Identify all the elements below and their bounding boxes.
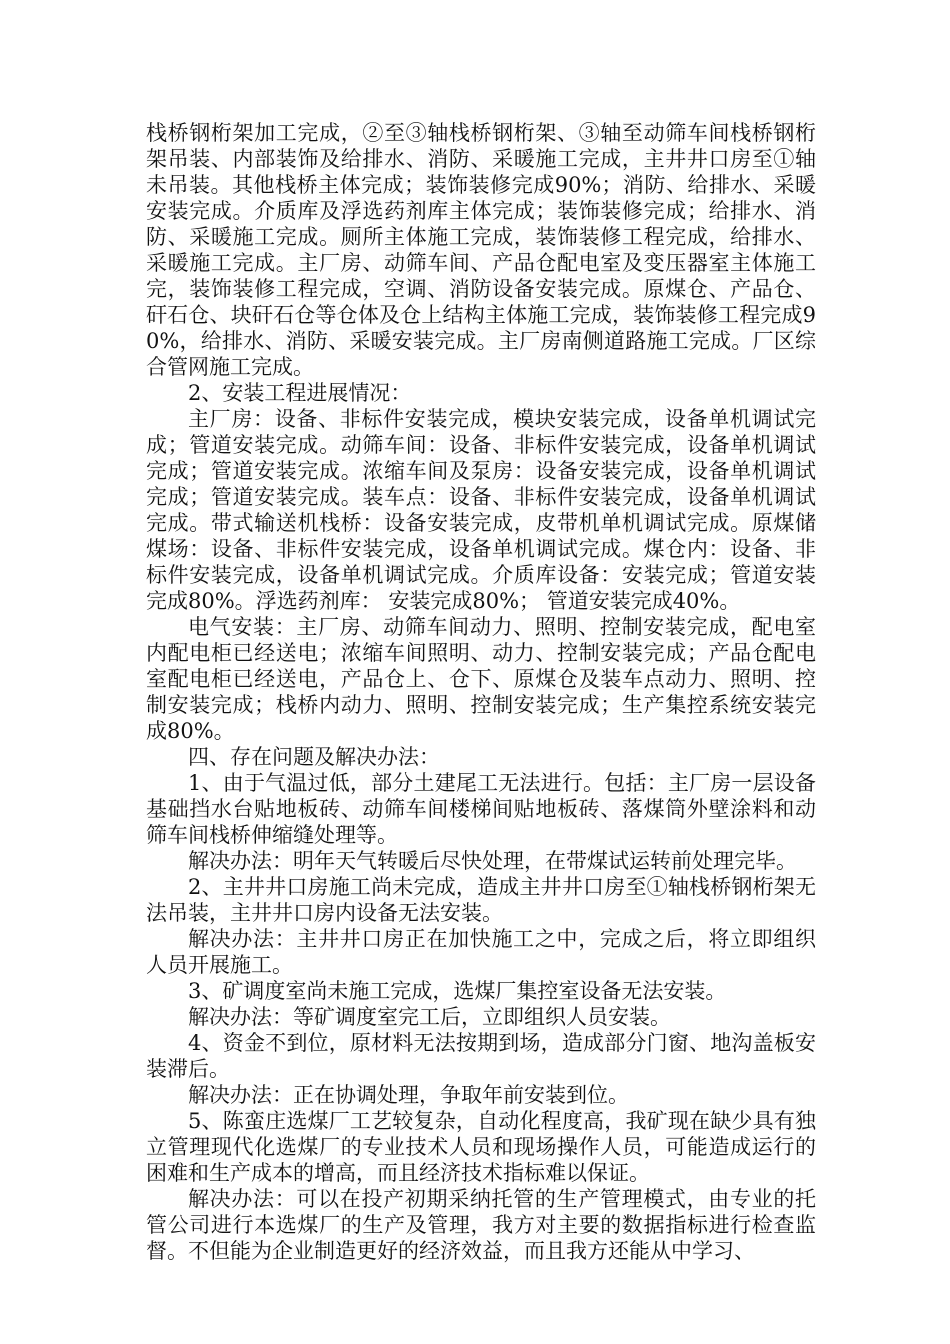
heading-installation-progress: 2、安装工程进展情况： [188,381,412,405]
solution-5: 解决办法：可以在投产初期采纳托管的生产管理模式，由专业的托管公司进行本选煤厂的生产及管理，我方对主要的数据指标进行检查监督。不但能为企业制造更好的经济效益，而且我方还能从中学习、 [146,1187,816,1263]
solution-1: 解决办法：明年天气转暖后尽快处理，在带煤试运转前处理完毕。 [188,849,797,873]
paragraph-civil-progress: 栈桥钢桁架加工完成，②至③轴栈桥钢桁架、③轴至动筛车间栈桥钢桁架吊装、内部装饰及给排水、消防、采暖施工完成，主井井口房至①轴未吊装。其他栈桥主体完成；装饰装修完成90%；消防、给排水、采暖安装完成。介质库及浮选药剂库主体完成；装饰装修完成；给排水、消防、采暖施工完成。厕所主体施工完成，装饰装修工程完成，给排水、采暖施工完成。主厂房、动筛车间、产品仓配电室及变压器室主体施工完，装饰装修工程完成，空调、消防设备安装完成。原煤仓、产品仓、矸石仓、块矸石仓等仓体及仓上结构主体施工完成，装饰装修工程完成90%，给排水、消防、采暖安装完成。主厂房南侧道路施工完成。厂区综合管网施工完成。 [146,121,816,379]
paragraph-electrical: 电气安装：主厂房、动筛车间动力、照明、控制安装完成，配电室内配电柜已经送电；浓缩车间照明、动力、控制安装完成；产品仓配电室配电柜已经送电，产品仓上、仓下、原煤仓及装车点动力、照明、控制安装完成；栈桥内动力、照明、控制安装完成；生产集控系统安装完成80%。 [146,615,816,743]
solution-4: 解决办法：正在协调处理，争取年前安装到位。 [188,1083,629,1107]
paragraph-main-plant: 主厂房：设备、非标件安装完成，模块安装完成，设备单机调试完成；管道安装完成。动筛车间：设备、非标件安装完成，设备单机调试完成；管道安装完成。浓缩车间及泵房：设备安装完成，设备单机调试完成；管道安装完成。装车点：设备、非标件安装完成，设备单机调试完成。带式输送机栈桥：设备安装完成，皮带机单机调试完成。原煤储煤场：设备、非标件安装完成，设备单机调试完成。煤仓内：设备、非标件安装完成，设备单机调试完成。介质库设备：安装完成；管道安装完成80%。浮选药剂库： 安装完成80%； 管道安装完成40%。 [146,407,816,613]
heading-problems-solutions: 四、存在问题及解决办法： [188,745,440,769]
solution-2: 解决办法：主井井口房正在加快施工之中，完成之后，将立即组织人员开展施工。 [146,927,816,977]
solution-3: 解决办法：等矿调度室完工后，立即组织人员安装。 [188,1005,671,1029]
problem-2: 2、主井井口房施工尚未完成，造成主井井口房至①轴栈桥钢桁架无法吊装，主井井口房内设备无法安装。 [146,875,816,925]
problem-1: 1、由于气温过低，部分土建尾工无法进行。包括：主厂房一层设备基础挡水台贴地板砖、动筛车间楼梯间贴地板砖、落煤筒外壁涂料和动筛车间栈桥伸缩缝处理等。 [146,771,816,847]
problem-5: 5、陈蛮庄选煤厂工艺较复杂，自动化程度高，我矿现在缺少具有独立管理现代化选煤厂的专业技术人员和现场操作人员，可能造成运行的困难和生产成本的增高，而且经济技术指标难以保证。 [146,1109,816,1185]
problem-4: 4、资金不到位，原材料无法按期到场，造成部分门窗、地沟盖板安装滞后。 [146,1031,816,1081]
document-page [146,120,816,1264]
problem-3: 3、矿调度室尚未施工完成，选煤厂集控室设备无法安装。 [188,979,727,1003]
